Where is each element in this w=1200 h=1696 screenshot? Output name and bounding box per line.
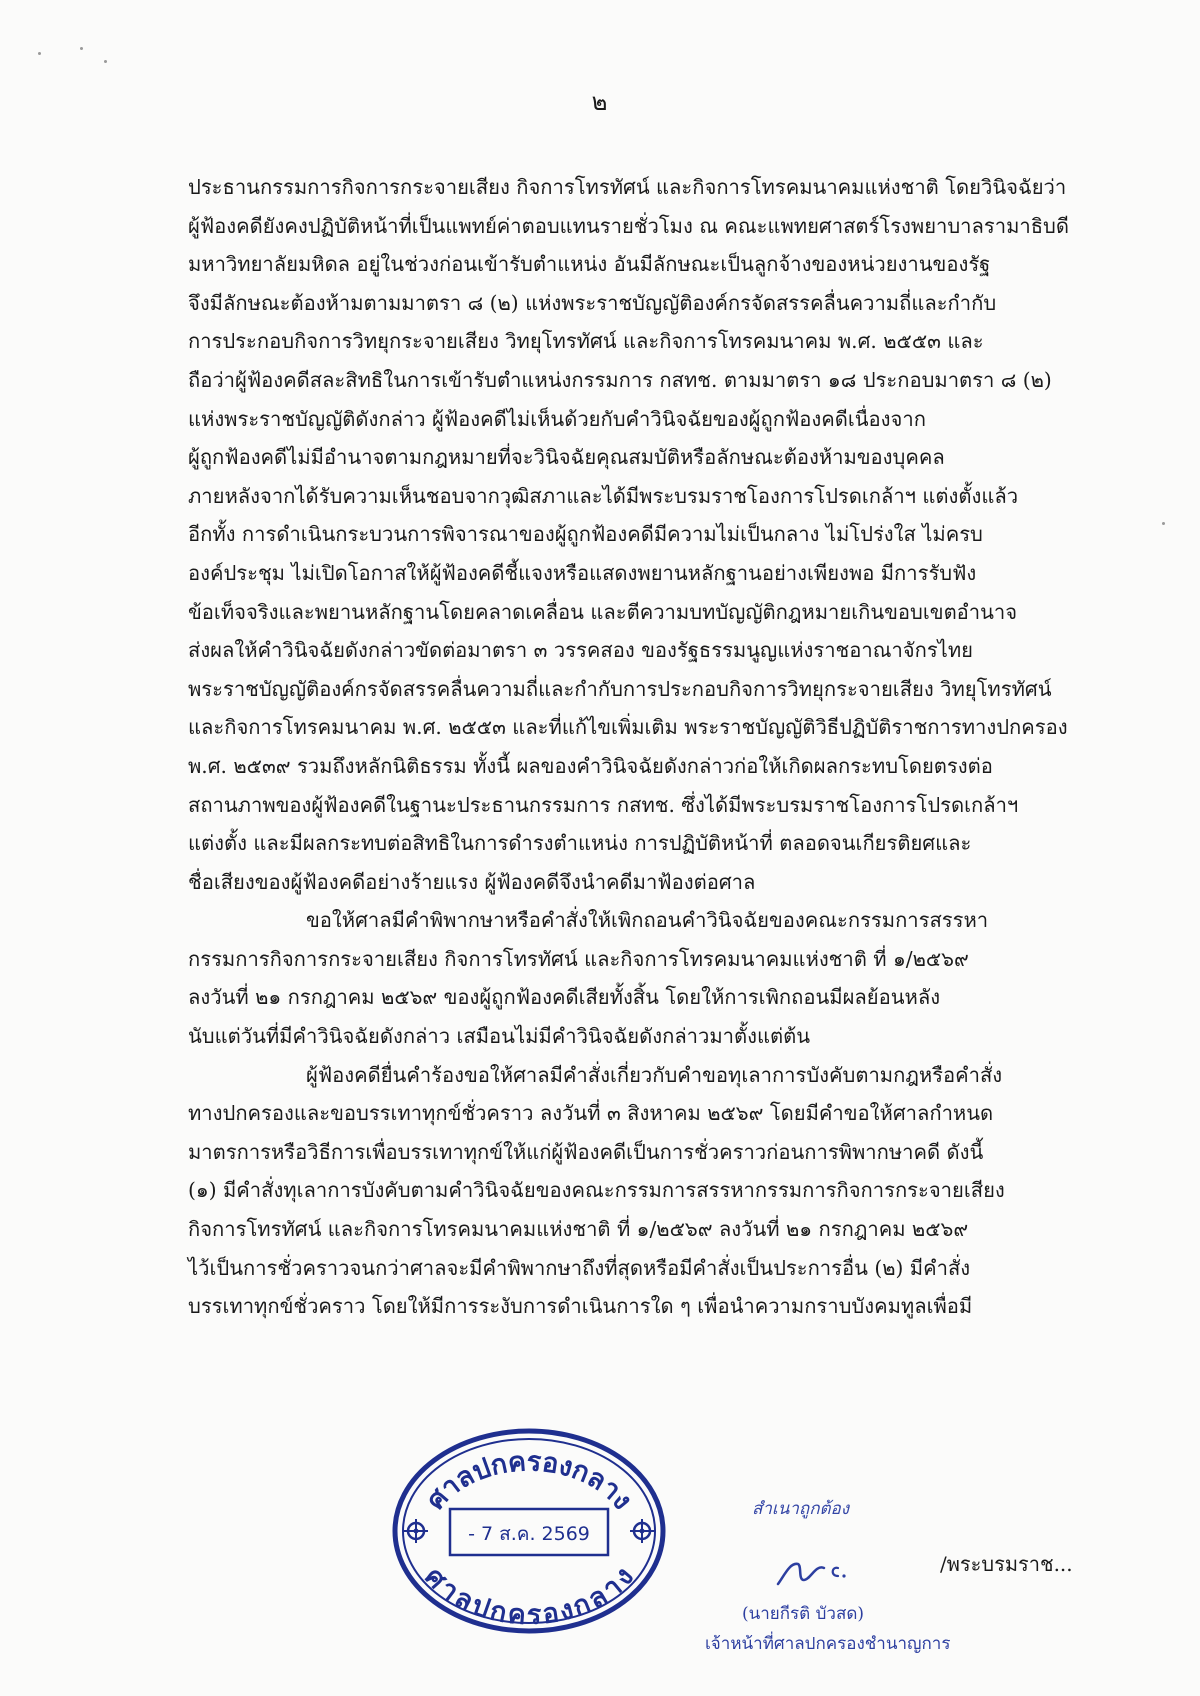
stamp-ornament-left-icon	[404, 1519, 428, 1543]
text-line: นับแต่วันที่มีคำวินิจฉัยดังกล่าว เสมือนไม่มีคำวินิจฉัยดังกล่าวมาตั้งแต่ต้น	[188, 1024, 810, 1049]
text-line: และกิจการโทรคมนาคม พ.ศ. ๒๕๕๓ และที่แก้ไขเพิ่มเติม พระราชบัญญัติวิธีปฏิบัติราชการทางปกครอง	[188, 715, 1068, 740]
text-line: อีกทั้ง การดำเนินกระบวนการพิจารณาของผู้ถูกฟ้องคดีมีความไม่เป็นกลาง ไม่โปร่งใส ไม่ครบ	[188, 522, 983, 547]
paragraph-start-line: ขอให้ศาลมีคำพิพากษาหรือคำสั่งให้เพิกถอนคำวินิจฉัยของคณะกรรมการสรรหา	[306, 908, 989, 933]
text-line: ถือว่าผู้ฟ้องคดีสละสิทธิในการเข้ารับตำแหน่งกรรมการ กสทช. ตามมาตรา ๑๘ ประกอบมาตรา ๘ (๒)	[188, 367, 1052, 392]
text-line: (๑) มีคำสั่งทุเลาการบังคับตามคำวินิจฉัยของคณะกรรมการสรรหากรรมการกิจการกระจายเสียง	[188, 1178, 1005, 1203]
continuation-marker: /พระบรมราช...	[940, 1552, 1073, 1576]
text-line: กิจการโทรทัศน์ และกิจการโทรคมนาคมแห่งชาติ ที่ ๑/๒๕๖๙ ลงวันที่ ๒๑ กรกฎาคม ๒๕๖๙	[188, 1217, 969, 1242]
text-line: บรรเทาทุกข์ชั่วคราว โดยให้มีการระงับการดำเนินการใด ๆ เพื่อนำความกราบบังคมทูลเพื่อมี	[188, 1294, 973, 1319]
text-line: กรรมการกิจการกระจายเสียง กิจการโทรทัศน์ และกิจการโทรคมนาคมแห่งชาติ ที่ ๑/๒๕๖๙	[188, 946, 969, 971]
text-line: ลงวันที่ ๒๑ กรกฎาคม ๒๕๖๙ ของผู้ถูกฟ้องคดีเสียทั้งสิ้น โดยให้การเพิกถอนมีผลย้อนหลัง	[188, 985, 941, 1010]
signer-name: (นายกีรติ บัวสด)	[742, 1604, 865, 1624]
text-line: ผู้ถูกฟ้องคดีไม่มีอำนาจตามกฎหมายที่จะวินิจฉัยคุณสมบัติหรือลักษณะต้องห้ามของบุคคล	[188, 445, 945, 470]
stamp-date: - 7 ส.ค. 2569	[468, 1523, 590, 1545]
stamp-ornament-right-icon	[630, 1519, 654, 1543]
paragraph-start-line: ผู้ฟ้องคดียื่นคำร้องขอให้ศาลมีคำสั่งเกี่ยวกับคำขอทุเลาการบังคับตามกฎหรือคำสั่ง	[306, 1062, 1003, 1087]
text-line: มหาวิทยาลัยมหิดล อยู่ในช่วงก่อนเข้ารับตำแหน่ง อันมีลักษณะเป็นลูกจ้างของหน่วยงานของรัฐ	[188, 252, 991, 277]
document-body	[188, 168, 1098, 1326]
stamp-top-text: ศาลปกครองกลาง	[420, 1446, 639, 1516]
text-line: ข้อเท็จจริงและพยานหลักฐานโดยคลาดเคลื่อน และตีความบทบัญญัติกฎหมายเกินขอบเขตอำนาจ	[188, 599, 1018, 624]
text-line: สถานภาพของผู้ฟ้องคดีในฐานะประธานกรรมการ กสทช. ซึ่งได้มีพระบรมราชโองการโปรดเกล้าฯ	[188, 792, 1019, 817]
text-line: มาตรการหรือวิธีการเพื่อบรรเทาทุกข์ให้แก่ผู้ฟ้องคดีเป็นการชั่วคราวก่อนการพิพากษาคดี ดังนี้	[188, 1139, 984, 1164]
text-line: ส่งผลให้คำวินิจฉัยดังกล่าวขัดต่อมาตรา ๓ วรรคสอง ของรัฐธรรมนูญแห่งราชอาณาจักรไทย	[188, 638, 973, 663]
handwritten-signature	[772, 1546, 892, 1594]
text-line: ชื่อเสียงของผู้ฟ้องคดีอย่างร้ายแรง ผู้ฟ้องคดีจึงนำคดีมาฟ้องต่อศาล	[188, 869, 756, 894]
text-line: แต่งตั้ง และมีผลกระทบต่อสิทธิในการดำรงตำแหน่ง การปฏิบัติหน้าที่ ตลอดจนเกียรติยศและ	[188, 831, 972, 856]
text-line: จึงมีลักษณะต้องห้ามตามมาตรา ๘ (๒) แห่งพระราชบัญญัติองค์กรจัดสรรคลื่นความถี่และกำกับ	[188, 290, 997, 315]
court-stamp	[388, 1425, 670, 1637]
text-line: พ.ศ. ๒๕๓๙ รวมถึงหลักนิติธรรม ทั้งนี้ ผลของคำวินิจฉัยดังกล่าวก่อให้เกิดผลกระทบโดยตรงต่อ	[188, 753, 993, 778]
text-line: ประธานกรรมการกิจการกระจายเสียง กิจการโทรทัศน์ และกิจการโทรคมนาคมแห่งชาติ โดยวินิจฉัยว่า	[188, 175, 1067, 199]
stamp-bottom-text: ศาลปกครองกลาง	[418, 1561, 641, 1632]
text-line: ผู้ฟ้องคดียังคงปฏิบัติหน้าที่เป็นแพทย์ค่าตอบแทนรายชั่วโมง ณ คณะแพทยศาสตร์โรงพยาบาลรามาธิบดี	[188, 213, 1069, 238]
signer-title: เจ้าหน้าที่ศาลปกครองชำนาญการ	[705, 1634, 951, 1654]
text-line: ทางปกครองและขอบรรเทาทุกข์ชั่วคราว ลงวันที่ ๓ สิงหาคม ๒๕๖๙ โดยมีคำขอให้ศาลกำหนด	[188, 1101, 994, 1126]
text-line: พระราชบัญญัติองค์กรจัดสรรคลื่นความถี่และกำกับการประกอบกิจการวิทยุกระจายเสียง วิทยุโทรทัศน์	[188, 676, 1052, 701]
certified-copy-label: สำเนาถูกต้อง	[752, 1499, 850, 1519]
text-line: การประกอบกิจการวิทยุกระจายเสียง วิทยุโทรทัศน์ และกิจการโทรคมนาคม พ.ศ. ๒๕๕๓ และ	[188, 329, 984, 354]
text-line: แห่งพระราชบัญญัติดังกล่าว ผู้ฟ้องคดีไม่เห็นด้วยกับคำวินิจฉัยของผู้ถูกฟ้องคดีเนื่องจาก	[188, 406, 926, 431]
page-number: ๒	[591, 88, 609, 116]
text-line: องค์ประชุม ไม่เปิดโอกาสให้ผู้ฟ้องคดีชี้แจงหรือแสดงพยานหลักฐานอย่างเพียงพอ มีการรับฟัง	[188, 560, 977, 585]
text-line: ไว้เป็นการชั่วคราวจนกว่าศาลจะมีคำพิพากษาถึงที่สุดหรือมีคำสั่งเป็นประการอื่น (๒) มีคำสั่ง	[188, 1255, 971, 1280]
text-line: ภายหลังจากได้รับความเห็นชอบจากวุฒิสภาและได้มีพระบรมราชโองการโปรดเกล้าฯ แต่งตั้งแล้ว	[188, 483, 1019, 508]
